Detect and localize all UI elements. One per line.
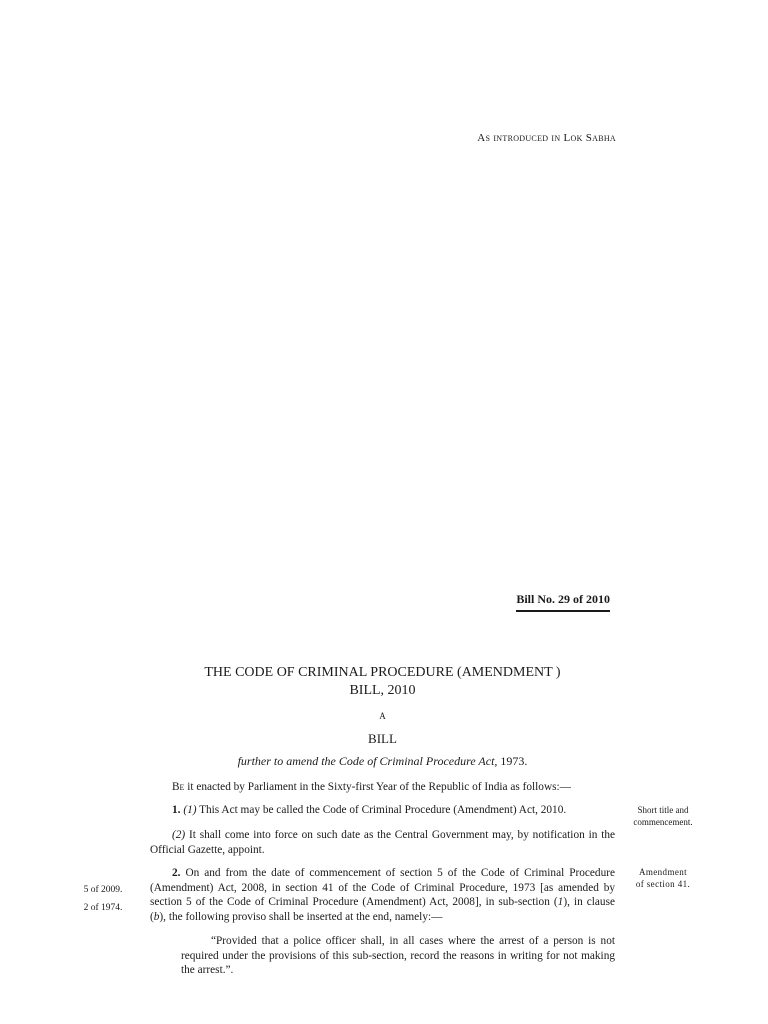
- section-2-clause-label: b: [153, 910, 160, 923]
- enacting-rest: it enacted by Parliament in the Sixty-first Year of the Republic of India as follows:—: [184, 781, 571, 793]
- margin-note-short-title: [628, 804, 698, 828]
- bill-title-line2: BILL, 2010: [349, 683, 416, 698]
- margin-note-amendment-line2: of section 41.: [635, 879, 691, 889]
- introduced-in-lok-sabha: As introduced in Lok Sabha: [477, 132, 616, 144]
- margin-note-act-2009: 5 of 2009.: [83, 885, 123, 895]
- long-title: [150, 754, 615, 769]
- section-2-text-a: On and from the date of commencement of section 5 of the Code of Criminal Procedure (Amendment) Act, 2008, in section 41 of the Code of Criminal Procedure, 1973 [as amended by section 5 of the Code of Criminal Procedure (Amendment) Act, 2008], in sub-section (: [150, 867, 615, 908]
- proviso-text: “Provided that a police officer shall, in all cases where the arrest of a person is not required under the provisions of this sub-section, record the reasons in writing for not making the arrest.”.: [181, 935, 615, 976]
- margin-note-short-title-line1: Short title and: [637, 805, 689, 815]
- section-2-text-b: ), in clause (: [150, 896, 615, 923]
- section-1-number: 1.: [172, 804, 181, 816]
- bill-title-line1: THE CODE OF CRIMINAL PROCEDURE (AMENDMENT ): [204, 665, 561, 680]
- section-1-sub2-label: (2): [172, 829, 186, 841]
- article-a: A: [379, 711, 386, 721]
- margin-note-act-1974: 2 of 1974.: [83, 903, 123, 913]
- enacting-lead: Be: [172, 781, 185, 793]
- enacting-formula: [150, 780, 615, 795]
- section-1-sub-2: [150, 828, 615, 857]
- section-2-number: 2.: [172, 867, 181, 879]
- section-2: [150, 866, 615, 924]
- margin-note-amendment: [628, 866, 698, 890]
- margin-note-acts: [66, 881, 140, 917]
- section-1-sub1-text: This Act may be called the Code of Criminal Procedure (Amendment) Act, 2010.: [196, 804, 567, 816]
- bill-title: [150, 664, 615, 700]
- section-1-sub-1: [150, 803, 615, 818]
- bill-word: BILL: [368, 731, 397, 746]
- section-2-text-c: ), the following proviso shall be inserted at the end, namely:—: [159, 910, 443, 923]
- long-title-year: 1973.: [497, 754, 528, 768]
- bill-number: Bill No. 29 of 2010: [516, 592, 610, 612]
- margin-note-amendment-line1: Amendment: [638, 867, 688, 877]
- margin-note-short-title-line2: commencement.: [633, 817, 693, 827]
- section-1-sub2-text: It shall come into force on such date as the Central Government may, by notification in the Official Gazette, appoint.: [150, 829, 615, 856]
- long-title-italic: further to amend the Code of Criminal Procedure Act,: [237, 754, 498, 768]
- section-2-sub-label: 1: [557, 896, 564, 908]
- section-1-sub1-label: (1): [183, 804, 197, 816]
